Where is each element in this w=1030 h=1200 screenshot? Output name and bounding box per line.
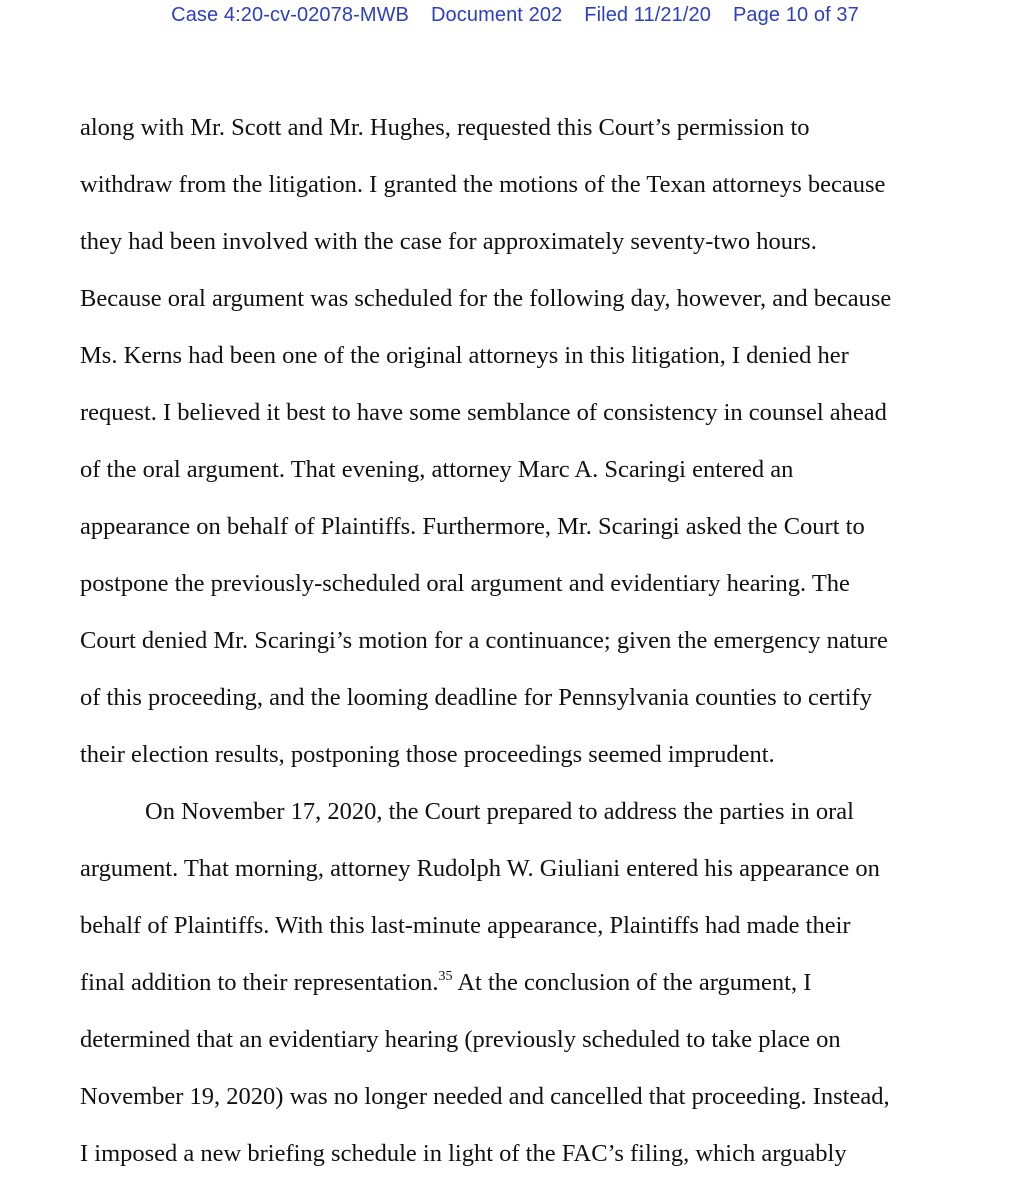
body-line: appearance on behalf of Plaintiffs. Furthermore, Mr. Scaringi asked the Court to xyxy=(80,513,865,540)
body-text: At the conclusion of the argument, I xyxy=(452,969,812,996)
ecf-header xyxy=(0,4,1030,27)
page-number: Page 10 of 37 xyxy=(732,4,859,26)
document-number: Document 202 xyxy=(431,4,563,26)
paragraph-start-line: On November 17, 2020, the Court prepared to address the parties in oral xyxy=(145,798,854,825)
body-line: postpone the previously-scheduled oral argument and evidentiary hearing. The xyxy=(80,570,850,597)
body-line: Court denied Mr. Scaringi’s motion for a continuance; given the emergency nature xyxy=(80,627,888,654)
body-line: I imposed a new briefing schedule in light of the FAC’s filing, which arguably xyxy=(80,1140,847,1167)
footnote-ref-35[interactable]: 35 xyxy=(438,969,453,984)
body-line: November 19, 2020) was no longer needed and cancelled that proceeding. Instead, xyxy=(80,1083,890,1110)
body-text: final addition to their representation. xyxy=(80,969,439,996)
body-line: argument. That morning, attorney Rudolph W. Giuliani entered his appearance on xyxy=(80,855,880,882)
body-line: request. I believed it best to have some semblance of consistency in counsel ahead xyxy=(80,399,887,426)
case-number: Case 4:20-cv-02078-MWB xyxy=(171,4,410,26)
body-line: their election results, postponing those proceedings seemed imprudent. xyxy=(80,741,775,768)
body-line: Because oral argument was scheduled for the following day, however, and because xyxy=(80,285,892,312)
body-line: along with Mr. Scott and Mr. Hughes, requested this Court’s permission to xyxy=(80,114,810,141)
body-line: behalf of Plaintiffs. With this last-minute appearance, Plaintiffs had made their xyxy=(80,912,851,939)
body-line: Ms. Kerns had been one of the original attorneys in this litigation, I denied her xyxy=(80,342,849,369)
body-line: of the oral argument. That evening, attorney Marc A. Scaringi entered an xyxy=(80,456,794,483)
filed-date: Filed 11/21/20 xyxy=(584,4,711,26)
body-line: of this proceeding, and the looming deadline for Pennsylvania counties to certify xyxy=(80,684,872,711)
body-line: determined that an evidentiary hearing (previously scheduled to take place on xyxy=(80,1026,841,1053)
body-line: they had been involved with the case for approximately seventy-two hours. xyxy=(80,228,817,255)
body-line: withdraw from the litigation. I granted the motions of the Texan attorneys because xyxy=(80,171,886,198)
body-line-with-footnote xyxy=(80,968,811,998)
